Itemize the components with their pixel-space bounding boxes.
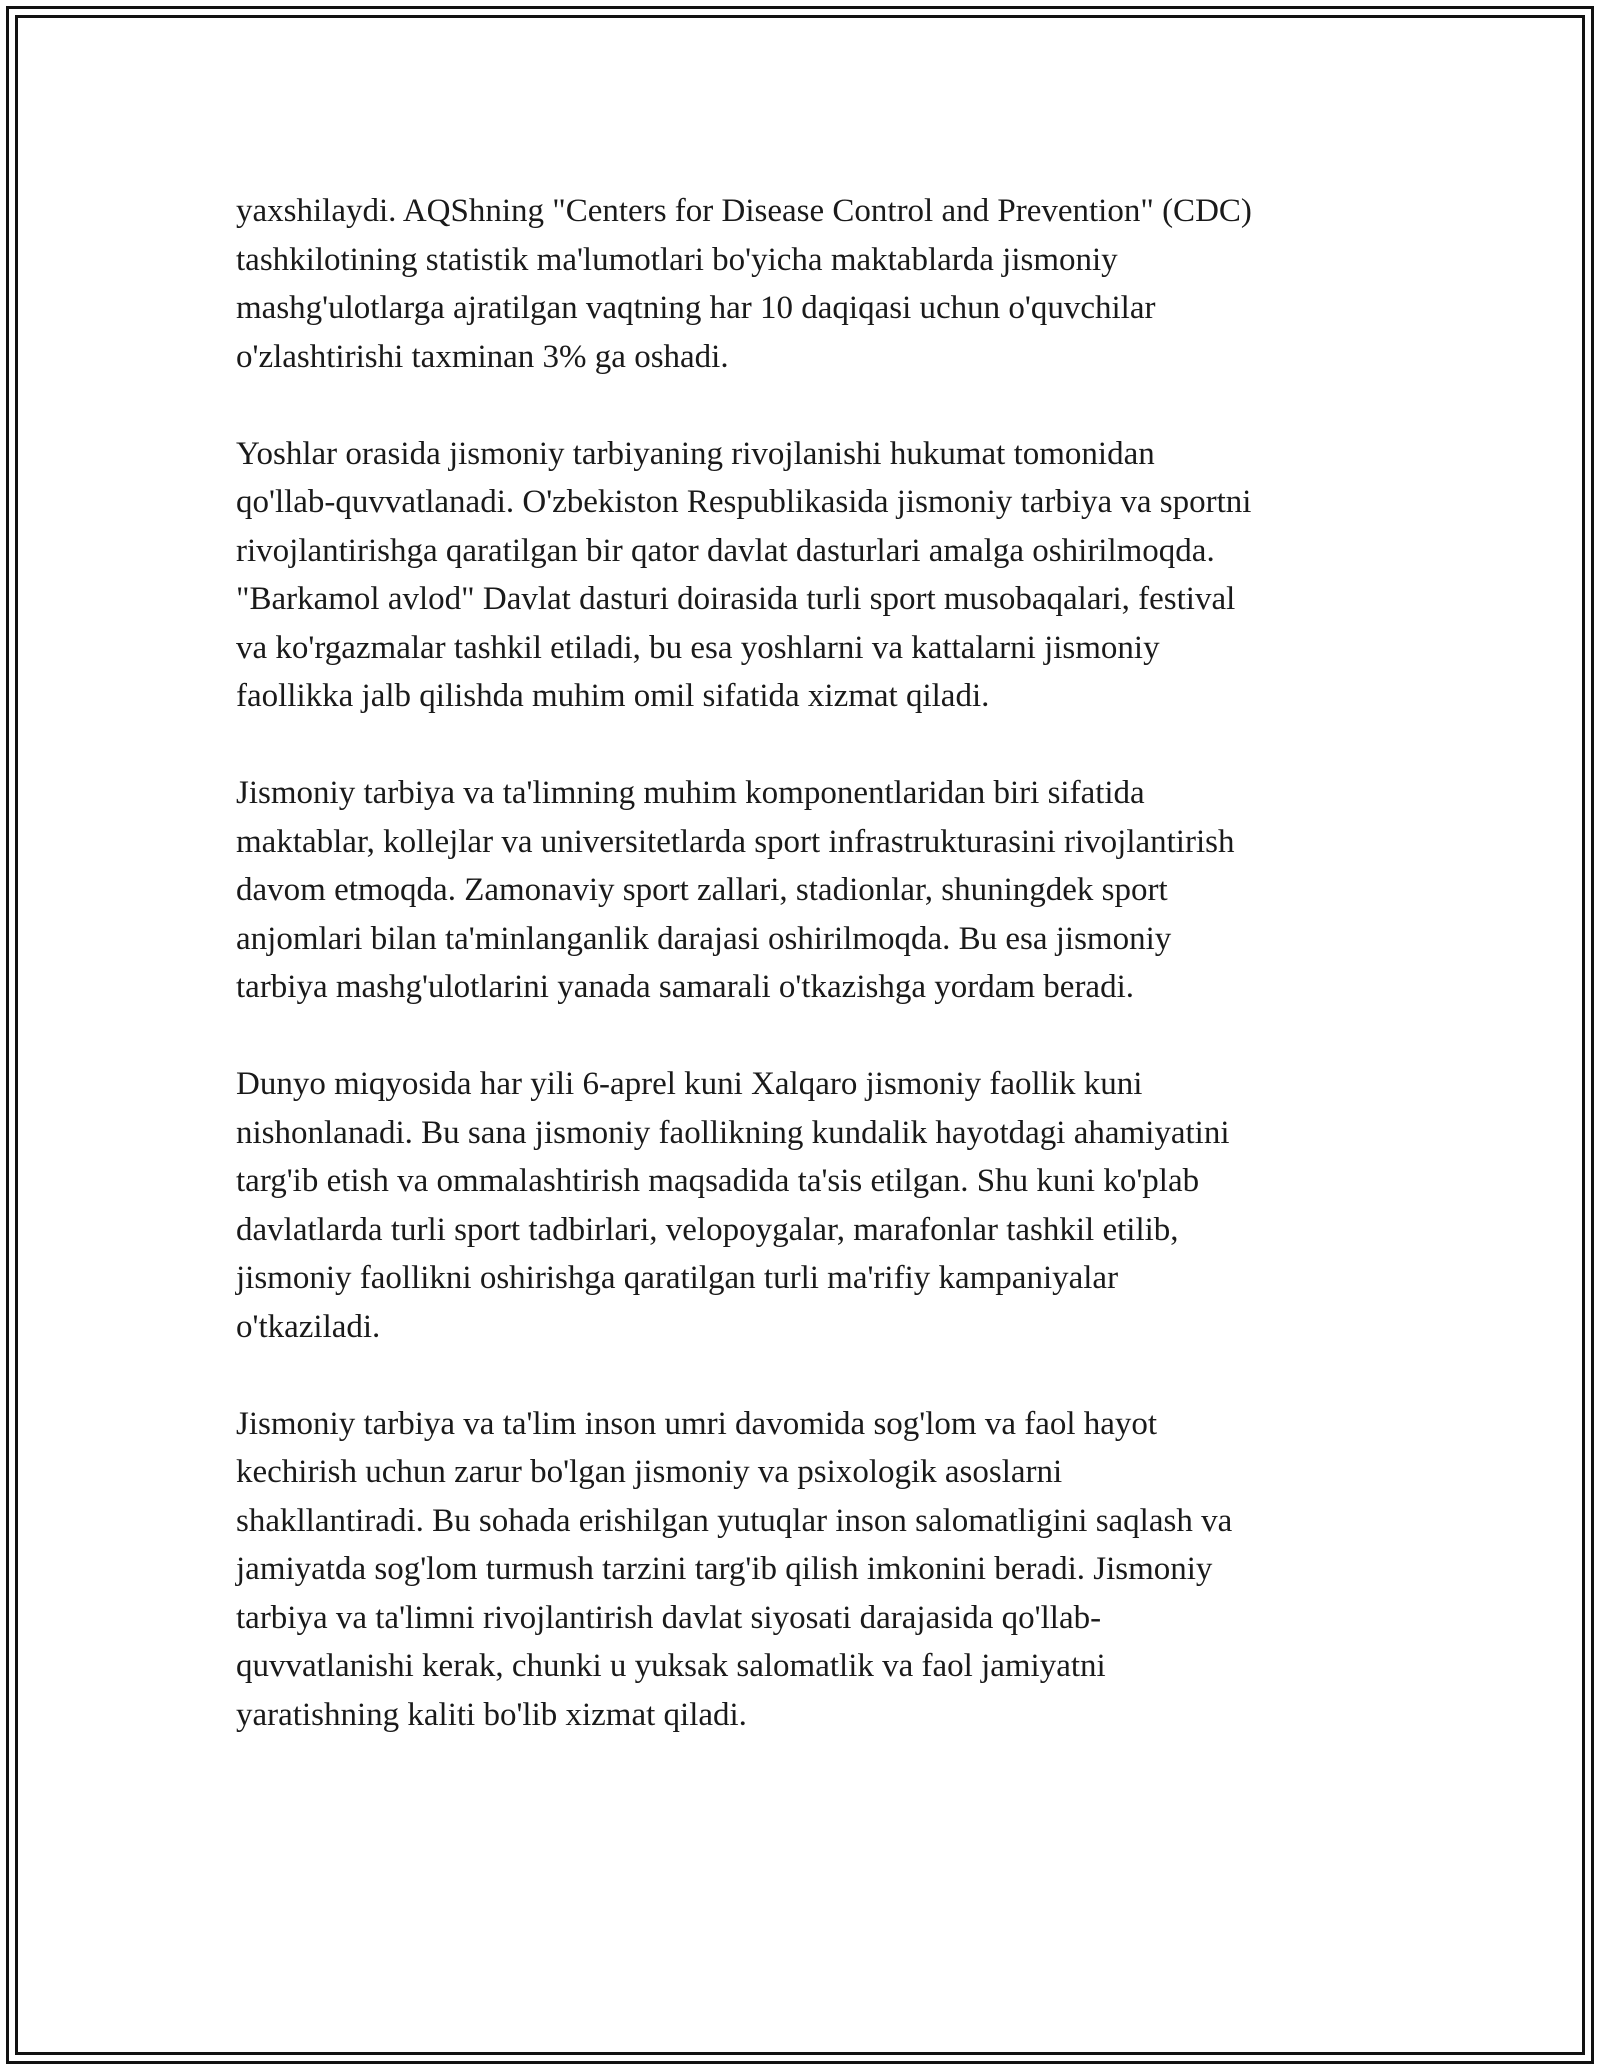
text-line: Yoshlar orasida jismoniy tarbiyaning rivojlanishi hukumat tomonidan <box>236 435 1155 472</box>
text-line: jismoniy faollikni oshirishga qaratilgan turli ma'rifiy kampaniyalar <box>236 1260 1119 1296</box>
text-line: quvvatlanishi kerak, chunki u yuksak salomatlik va faol jamiyatni <box>236 1648 1106 1684</box>
text-line: "Barkamol avlod" Davlat dasturi doirasida turli sport musobaqalari, festival <box>236 581 1236 617</box>
text-line: o'tkaziladi. <box>236 1308 381 1345</box>
text-line: tarbiya mashg'ulotlarini yanada samarali o'tkazishga yordam beradi. <box>236 969 1134 1005</box>
text-line: rivojlantirishga qaratilgan bir qator davlat dasturlari amalga oshirilmoqda. <box>236 532 1215 569</box>
paragraph-2 <box>236 430 1376 721</box>
text-line: maktablar, kollejlar va universitetlarda sport infrastrukturasini rivojlantirish <box>236 823 1235 860</box>
text-line: yaratishning kaliti bo'lib xizmat qiladi. <box>236 1696 747 1733</box>
text-line: davom etmoqda. Zamonaviy sport zallari, stadionlar, shuningdek sport <box>236 872 1168 908</box>
paragraph-3 <box>236 769 1376 1012</box>
document-body <box>236 187 1376 1788</box>
text-line: yaxshilaydi. AQShning "Centers for Disease Control and Prevention" (CDC) <box>236 193 1252 229</box>
text-line: davlatlarda turli sport tadbirlari, velopoygalar, marafonlar tashkil etilib, <box>236 1211 1179 1248</box>
text-line: qo'llab-quvvatlanadi. O'zbekiston Respublikasida jismoniy tarbiya va sportni <box>236 484 1252 520</box>
text-line: targ'ib etish va ommalashtirish maqsadida ta'sis etilgan. Shu kuni ko'plab <box>236 1163 1200 1199</box>
text-line: anjomlari bilan ta'minlanganlik darajasi oshirilmoqda. Bu esa jismoniy <box>236 920 1172 957</box>
text-line: tashkilotining statistik ma'lumotlari bo'yicha maktablarda jismoniy <box>236 241 1118 278</box>
text-line: Jismoniy tarbiya va ta'lim inson umri davomida sog'lom va faol hayot <box>236 1405 1158 1442</box>
paragraph-1 <box>236 187 1376 381</box>
text-line: o'zlashtirishi taxminan 3% ga oshadi. <box>236 338 729 375</box>
text-line: nishonlanadi. Bu sana jismoniy faollikning kundalik hayotdagi ahamiyatini <box>236 1114 1230 1151</box>
text-line: kechirish uchun zarur bo'lgan jismoniy va psixologik asoslarni <box>236 1454 1063 1490</box>
text-line: Jismoniy tarbiya va ta'limning muhim komponentlaridan biri sifatida <box>236 775 1145 811</box>
text-line: mashg'ulotlarga ajratilgan vaqtning har 10 daqiqasi uchun o'quvchilar <box>236 290 1156 326</box>
text-line: faollikka jalb qilishda muhim omil sifatida xizmat qiladi. <box>236 678 990 714</box>
text-line: jamiyatda sog'lom turmush tarzini targ'ib qilish imkonini beradi. Jismoniy <box>236 1551 1213 1587</box>
paragraph-5 <box>236 1400 1376 1740</box>
text-line: tarbiya va ta'limni rivojlantirish davlat siyosati darajasida qo'llab- <box>236 1599 1102 1636</box>
paragraph-4 <box>236 1060 1376 1351</box>
text-line: shakllantiradi. Bu sohada erishilgan yutuqlar inson salomatligini saqlash va <box>236 1502 1233 1539</box>
text-line: va ko'rgazmalar tashkil etiladi, bu esa yoshlarni va kattalarni jismoniy <box>236 629 1160 666</box>
text-line: Dunyo miqyosida har yili 6-aprel kuni Xalqaro jismoniy faollik kuni <box>236 1066 1143 1102</box>
